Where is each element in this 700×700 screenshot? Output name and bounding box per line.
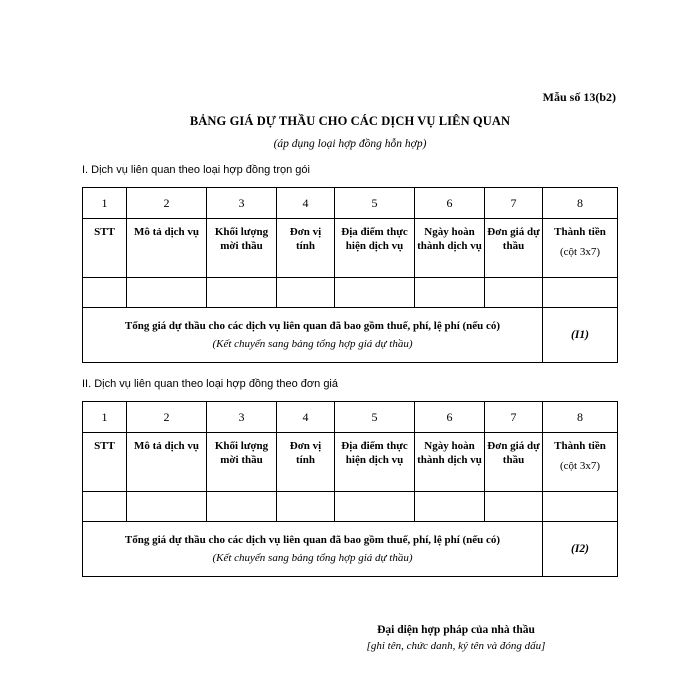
column-header: Đơn vị tính bbox=[277, 433, 335, 492]
column-header-total bbox=[543, 433, 618, 492]
column-number: 6 bbox=[415, 402, 485, 433]
total-label: Tổng giá dự thầu cho các dịch vụ liên quan đã bao gồm thuế, phí, lệ phí (nếu có) bbox=[124, 534, 501, 546]
table-cell[interactable] bbox=[335, 492, 415, 522]
column-header-note: (cột 3x7) bbox=[559, 460, 600, 473]
table-cell[interactable] bbox=[127, 278, 207, 308]
total-note: (Kết chuyển sang bảng tổng hợp giá dự thầu) bbox=[212, 552, 413, 564]
table-cell[interactable] bbox=[207, 278, 277, 308]
bid-table-2 bbox=[82, 401, 618, 577]
table-cell[interactable] bbox=[277, 278, 335, 308]
column-header: Khối lượng mời thầu bbox=[207, 219, 277, 278]
signature-title: Đại diện hợp pháp của nhà thầu bbox=[377, 624, 535, 636]
table-cell[interactable] bbox=[277, 492, 335, 522]
table-cell[interactable] bbox=[83, 492, 127, 522]
total-code: (I2) bbox=[543, 522, 618, 577]
column-number: 2 bbox=[127, 188, 207, 219]
column-number: 7 bbox=[485, 402, 543, 433]
signature-note: [ghi tên, chức danh, ký tên và đóng dấu] bbox=[366, 640, 546, 652]
column-number-row bbox=[83, 402, 618, 433]
column-header: Đơn giá dự thầu bbox=[485, 433, 543, 492]
column-number: 1 bbox=[83, 188, 127, 219]
column-number: 2 bbox=[127, 402, 207, 433]
section-heading-1: I. Dịch vụ liên quan theo loại hợp đồng trọn gói bbox=[82, 164, 310, 176]
column-header-total bbox=[543, 219, 618, 278]
column-header-row bbox=[83, 433, 618, 492]
column-header: Ngày hoàn thành dịch vụ bbox=[415, 219, 485, 278]
table-cell[interactable] bbox=[127, 492, 207, 522]
column-header: Địa điểm thực hiện dịch vụ bbox=[335, 219, 415, 278]
column-header: Đơn vị tính bbox=[277, 219, 335, 278]
column-number: 1 bbox=[83, 402, 127, 433]
column-header: Đơn giá dự thầu bbox=[485, 219, 543, 278]
column-number: 8 bbox=[543, 188, 618, 219]
column-header: Thành tiền bbox=[554, 226, 606, 238]
table-row bbox=[83, 492, 618, 522]
column-header: Mô tả dịch vụ bbox=[127, 219, 207, 278]
table-cell[interactable] bbox=[485, 278, 543, 308]
table-cell[interactable] bbox=[485, 492, 543, 522]
table-cell[interactable] bbox=[543, 492, 618, 522]
column-number: 5 bbox=[335, 188, 415, 219]
table-cell[interactable] bbox=[415, 492, 485, 522]
column-number: 8 bbox=[543, 402, 618, 433]
column-number: 4 bbox=[277, 188, 335, 219]
column-number: 6 bbox=[415, 188, 485, 219]
column-header: Địa điểm thực hiện dịch vụ bbox=[335, 433, 415, 492]
table-cell[interactable] bbox=[207, 492, 277, 522]
column-header: STT bbox=[83, 433, 127, 492]
column-number: 4 bbox=[277, 402, 335, 433]
total-note: (Kết chuyển sang bảng tổng hợp giá dự thầu) bbox=[212, 338, 413, 350]
column-header-row bbox=[83, 219, 618, 278]
table-cell[interactable] bbox=[83, 278, 127, 308]
column-header: Ngày hoàn thành dịch vụ bbox=[415, 433, 485, 492]
page-subtitle: (áp dụng loại hợp đồng hỗn hợp) bbox=[273, 138, 427, 150]
column-header-note: (cột 3x7) bbox=[559, 246, 600, 259]
total-label-cell bbox=[83, 308, 543, 363]
form-code: Mẫu số 13(b2) bbox=[542, 90, 616, 104]
table-cell[interactable] bbox=[335, 278, 415, 308]
column-number: 7 bbox=[485, 188, 543, 219]
bid-table-1 bbox=[82, 187, 618, 363]
table-cell[interactable] bbox=[415, 278, 485, 308]
column-number: 3 bbox=[207, 188, 277, 219]
total-label-cell bbox=[83, 522, 543, 577]
column-number: 3 bbox=[207, 402, 277, 433]
column-number: 5 bbox=[335, 402, 415, 433]
column-header: STT bbox=[83, 219, 127, 278]
total-row bbox=[83, 308, 618, 363]
table-cell[interactable] bbox=[543, 278, 618, 308]
total-label: Tổng giá dự thầu cho các dịch vụ liên quan đã bao gồm thuế, phí, lệ phí (nếu có) bbox=[124, 320, 501, 332]
total-code: (I1) bbox=[543, 308, 618, 363]
total-row bbox=[83, 522, 618, 577]
page-title: BẢNG GIÁ DỰ THẦU CHO CÁC DỊCH VỤ LIÊN QUAN bbox=[189, 114, 511, 128]
section-heading-2: II. Dịch vụ liên quan theo loại hợp đồng theo đơn giá bbox=[82, 378, 338, 390]
column-header: Thành tiền bbox=[554, 440, 606, 452]
column-number-row bbox=[83, 188, 618, 219]
column-header: Mô tả dịch vụ bbox=[127, 433, 207, 492]
column-header: Khối lượng mời thầu bbox=[207, 433, 277, 492]
table-row bbox=[83, 278, 618, 308]
